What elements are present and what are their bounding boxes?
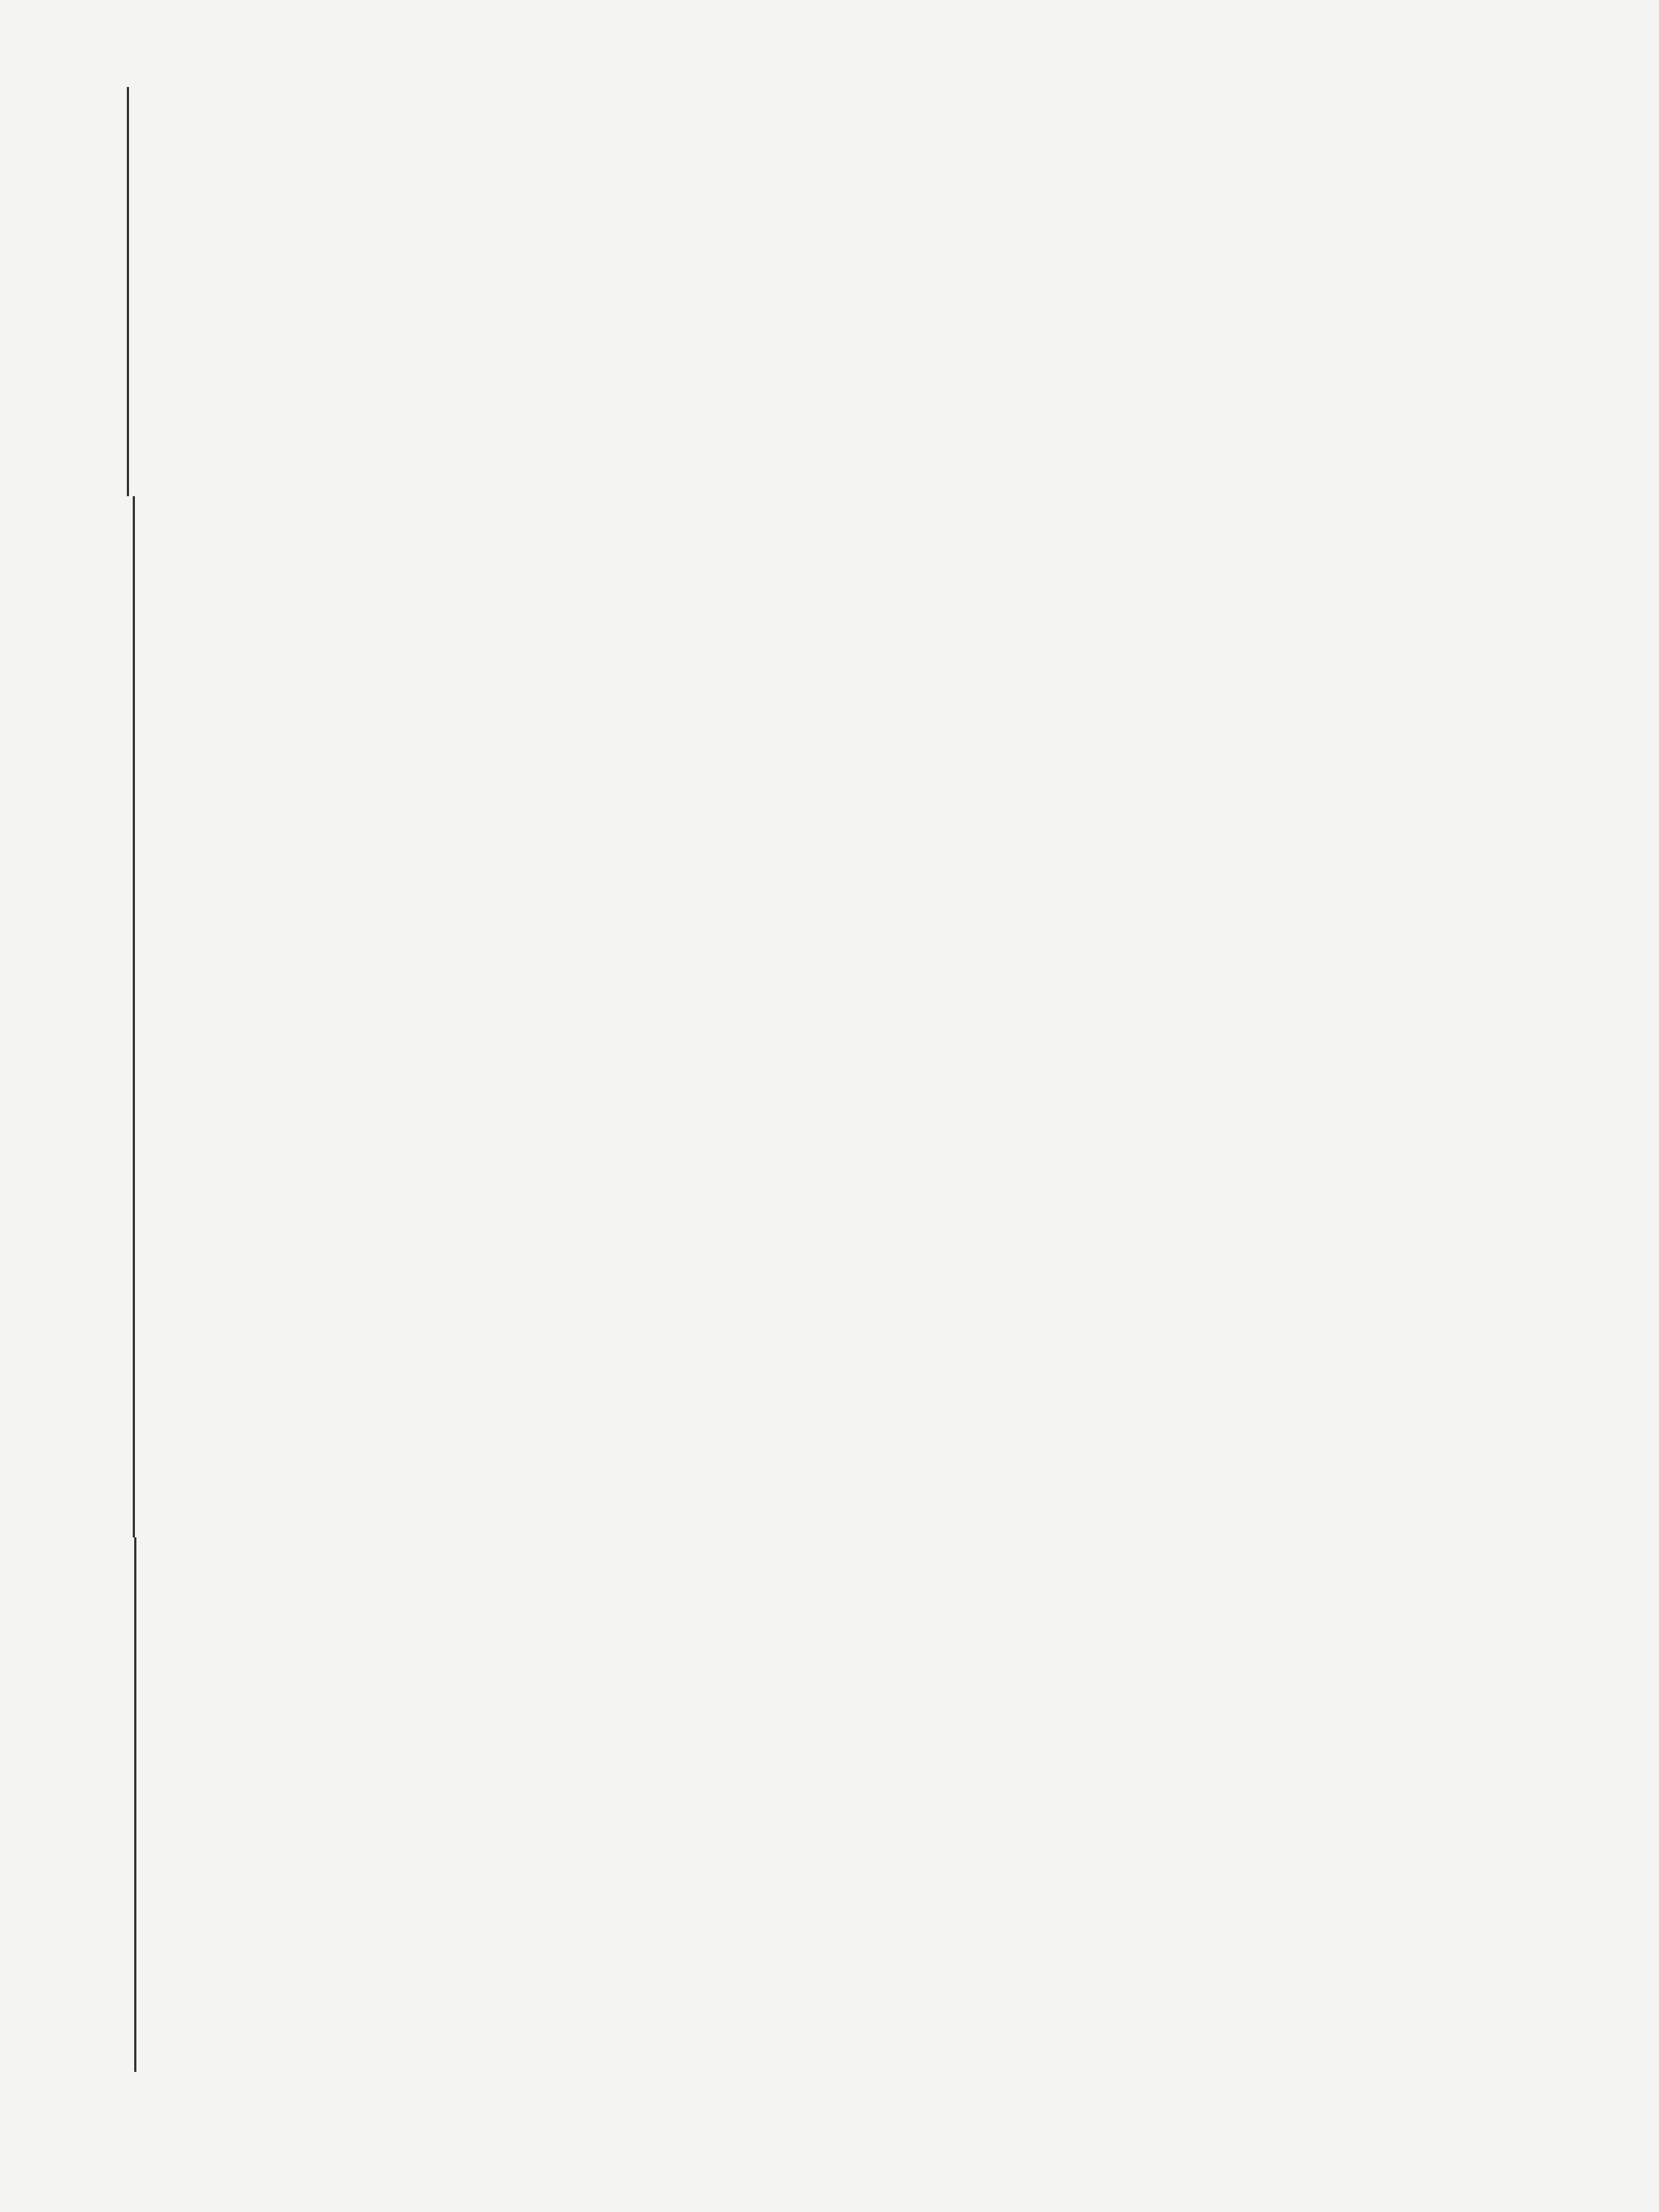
category-line-top (127, 87, 129, 496)
category-line-mid (133, 496, 135, 1537)
category-line-bottom (134, 1537, 136, 2072)
